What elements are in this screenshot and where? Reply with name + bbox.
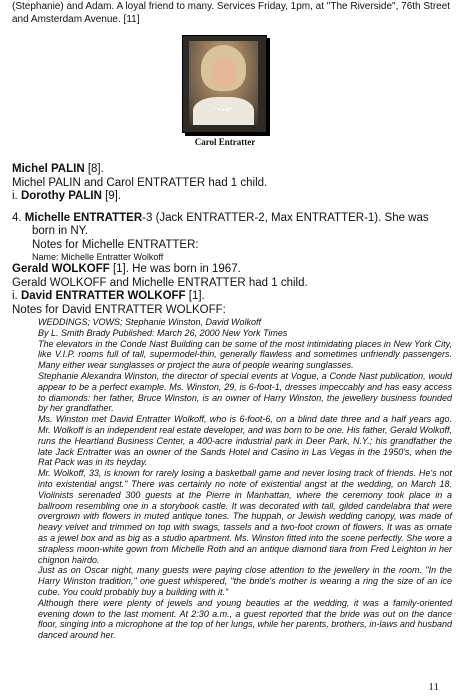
page-number: 11 — [428, 681, 439, 693]
gerald-wolkoff-line: Gerald WOLKOFF [1]. He was born in 1967. — [12, 263, 241, 275]
article-paragraph: Although there were plenty of jewels and young beauties at the wedding, it was a family-oriented evening down to the last moment. At 2:30 a.m., a guest reported that the bride was out on the dance floor, singing into a microphone at the top of her lungs, while her parents, brothers, in-laws and husband danced around her. — [38, 597, 452, 641]
article-paragraph: Ms. Winston met David Entratter Wolkoff, who is 6-foot-6, on a blind date three and a half years ago. Mr. Wolkoff is an independent real estate developer, and was born to be one. His father, Gerald Wolkoff, runs the Heartland Business Center, a 400-acre industrial park in Deer Park, N.Y.; his grandfather the late Jack Entratter was an owner of the Sands Hotel and Casino in Las Vegas in the 1950's, when the Rat Pack was in its heyday. — [38, 414, 452, 468]
photo-caption: Carol Entratter — [194, 137, 256, 147]
article-headline: WEDDINGS; VOWS; Stephanie Winston, David Wolkoff — [38, 317, 261, 327]
michel-children-line: Michel PALIN and Carol ENTRATTER had 1 child. — [12, 176, 268, 189]
portrait-face — [211, 57, 236, 89]
name-michelle-note: Name: Michelle Entratter Wolkoff — [32, 252, 164, 262]
article-paragraph: The elevators in the Conde Nast Building can be some of the most intimidating places in New York City, like V.I.P. rooms full of tall, supermodel-thin, generally flawless and sometimes unfriendly passengers. Many either wear sunglasses or project the aura of people wearing sunglasses. — [38, 338, 452, 371]
portrait-photo — [189, 41, 258, 125]
article-paragraph: Just as on Oscar night, many guests were paying close attention to the jewellery in the room. "In the Harry Winston tradition," one guest whispered, "the bride's mother is wearing a ring the size of an ice cube. You could probably buy a building with it." — [38, 565, 452, 597]
obituary-text: (Stephanie) and Adam. A loyal friend to many. Services Friday, 1pm, at "The Riverside", 76th Street and Amsterdam Avenue. [11] — [12, 1, 451, 25]
article-byline: By L. Smith Brady Published: March 26, 2000 New York Times — [38, 327, 288, 338]
michel-palin-line: Michel PALIN [8]. — [12, 163, 104, 175]
wedding-article — [12, 317, 452, 641]
child-david-line: i. David ENTRATTER WOLKOFF [1]. — [12, 290, 205, 302]
notes-michelle-heading: Notes for Michelle ENTRATTER: — [32, 238, 199, 251]
michel-palin-name: Michel PALIN — [12, 163, 85, 175]
article-paragraph: Stephanie Alexandra Winston, the director of special events at Vogue, a Conde Nast publication, would appear to be a perfect example. Ms. Winston, 29, is 6-foot-1, dresses impeccably and has easy access to diamonds: her father, Bruce Winston, is an owner of Harry Winston, the jewellery business founded by her grandfather. — [38, 370, 452, 414]
genealogy-entries — [12, 163, 452, 641]
child-dorothy-line: i. Dorothy PALIN [9]. — [12, 190, 122, 202]
article-paragraph: Mr. Wolkoff, 33, is known for rarely losing a basketball game and never losing track of friends. He's not into existential angst." There was certainly no note of existential angst at the wedding, on March 18. Violinists serenaded 300 guests at the Pierre in Manhattan, where the ceremony took place in a ballroom resembling one in a storybook castle. It was decorated with tall, gilded candelabra that were overgrown with flowers in muted antique tones. The huppah, or Jewish wedding canopy, was made of heavy velvet and trimmed on top with swags, tassels and a two-foot crown of flowers. It was as ornate as a jewel box and as big as a studio apartment. Ms. Winston fitted into the scene perfectly. She wore a strapless moon-white gown from Michelle Roth and an antique diamond tiara from Fred Leighton in her chignon hairdo. — [38, 468, 452, 565]
item-4-line: 4. Michelle ENTRATTER-3 (Jack ENTRATTER-2, Max ENTRATTER-1). She was — [12, 211, 429, 224]
item-4-born: born in NY. — [32, 225, 89, 237]
portrait-necklace — [214, 99, 233, 111]
gerald-children-line: Gerald WOLKOFF and Michelle ENTRATTER had 1 child. — [12, 276, 308, 289]
notes-david-heading: Notes for David ENTRATTER WOLKOFF: — [12, 303, 226, 316]
photo-frame — [182, 35, 267, 133]
